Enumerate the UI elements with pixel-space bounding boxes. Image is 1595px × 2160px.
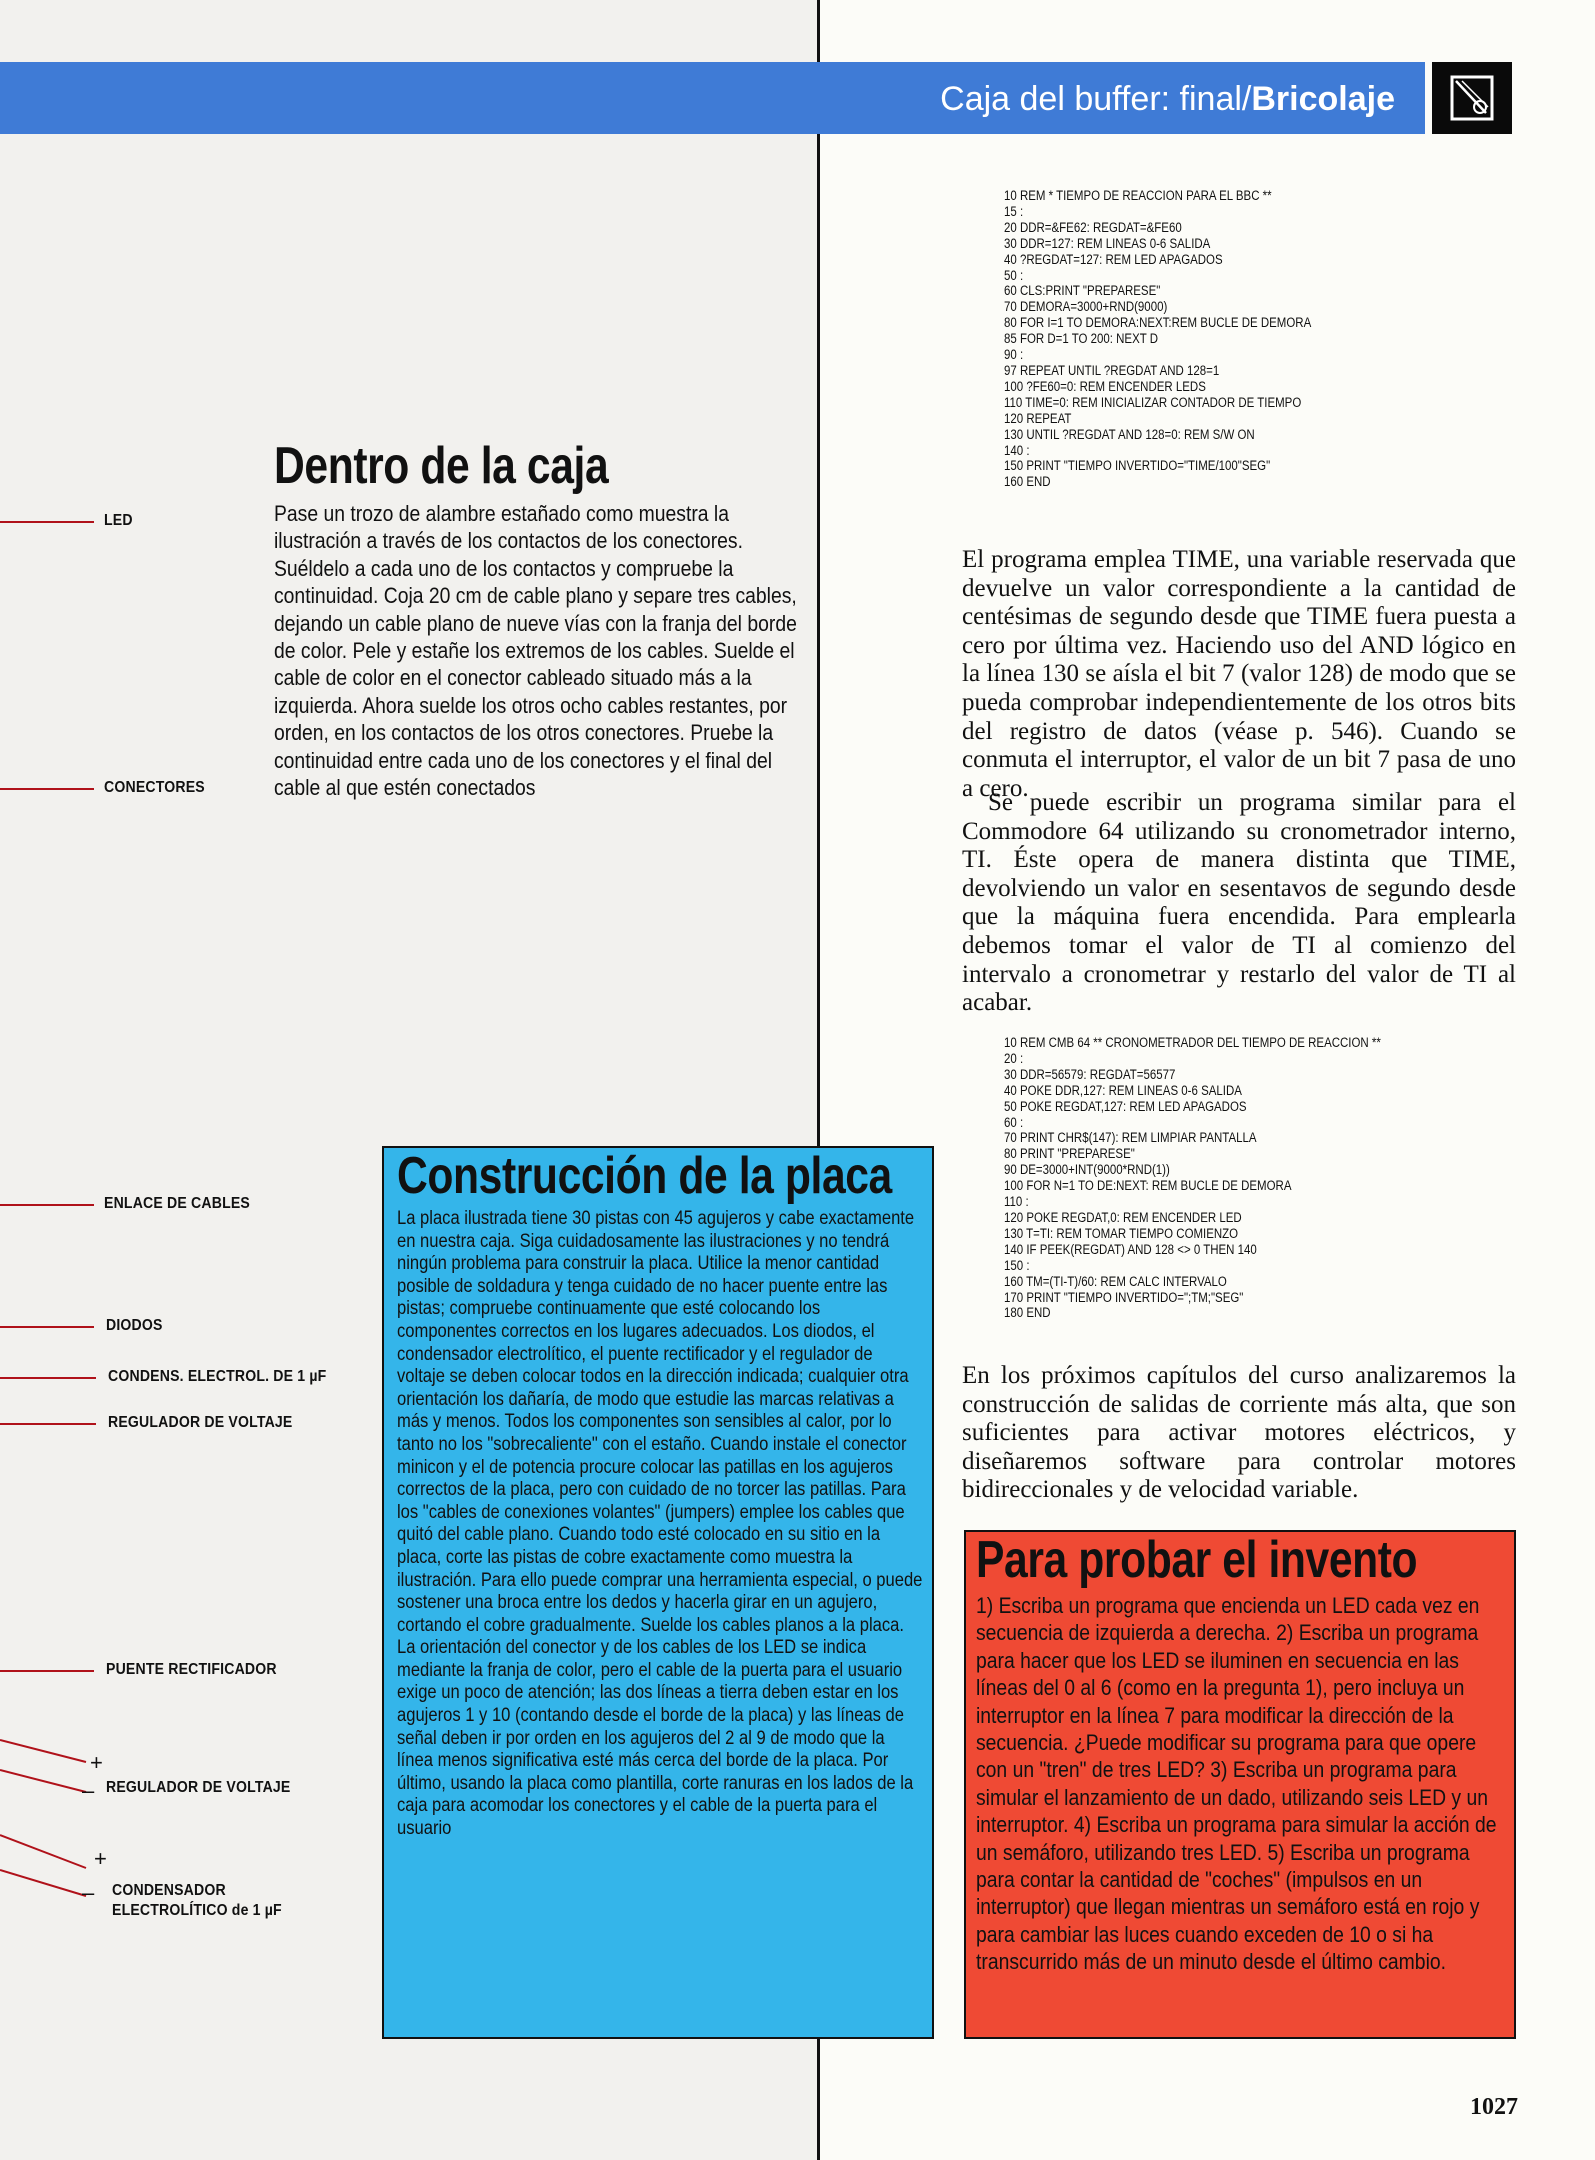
code-line: 10 REM * TIEMPO DE REACCION PARA EL BBC ** <box>1004 188 1272 203</box>
section-icon-box <box>1432 62 1512 134</box>
label-conectores: CONECTORES <box>104 779 205 796</box>
code-line: 180 END <box>1004 1305 1051 1321</box>
label-condensador-1: CONDENSADOR <box>112 1882 226 1899</box>
leader-conectores <box>0 788 94 790</box>
code-line: 160 TM=(TI-T)/60: REM CALC INTERVALO <box>1004 1273 1227 1289</box>
lead-condensador-plus <box>0 1835 86 1868</box>
code-line: 100 FOR N=1 TO DE:NEXT: REM BUCLE DE DEMORA <box>1004 1178 1292 1194</box>
dentro-body: Pase un trozo de alambre estañado como muestra la ilustración a través de los contactos de los conectores. Suéldelo a cada uno de los contactos y compruebe la continuidad. Coja 20 cm de cable plano y separe tres cables, dejando un cable plano de nueve vías con la franja del borde de color. Pele y estañe los extremos de los cables. Suelde el cable de color en el conector cableado situado más a la izquierda. Ahora suelde los otros ocho cables restantes, por orden, en los contactos de los otros conectores. Pruebe la continuidad entre cada uno de los conectores y el final del cable al que estén conectados <box>274 501 797 801</box>
regulator-leads <box>0 1730 100 1970</box>
leader-enlace <box>0 1204 94 1206</box>
label-condens: CONDENS. ELECTROL. DE 1 µF <box>108 1368 327 1385</box>
placa-body: La placa ilustrada tiene 30 pistas con 45 agujeros y cabe exactamente en nuestra caja. Siga cuidadosamente las ilustraciones y no tendrá ningún problema para construir la placa. Utilice la menor cantidad posible de soldadura y tenga cuidado de no hacer puente entre las pistas; compruebe continuamente que esté colocando los componentes correctos en los lugares adecuados. Los diodos, el condensador electrolítico, el puente rectificador y el regulador de voltaje se deben colocar todos en la dirección indicada; cualquier otra orientación los dañaría, de modo que estudie las marcas relativas a más y menos. Todos los componentes son sensibles al calor, por lo tanto no los "sobrecaliente" con el estaño. Cuando instale el conector minicon y el de potencia procure colocar las patillas en los agujeros correctos de la placa, pero con cuidado de no torcer las patillas. Para los "cables de conexiones volantes" (jumpers) emplee los cables que quitó del cable plano. Cuando todo esté colocado en su sitio en la placa, corte las pistas de cobre exactamente como muestra la ilustración. Para ello puede comprar una herramienta especial, o puede sostener una broca entre los dedos y hacerla girar en un agujero, cortando el cobre gradualmente. Suelde los cables planos a la placa. La orientación del conector y de los cables de los LED se indica mediante la franja de color, pero el cable de la puerta para el usuario exige un poco de atención; las dos líneas a tierra deben estar en los agujeros 1 y 10 (contando desde el borde de la placa) y las líneas de señal deben ir por orden en los agujeros del 2 al 9 de modo que la línea menos significativa esté más cerca del borde de la placa. Por último, usando la placa como plantilla, corte ranuras en los lados de la caja para acomodar los conectores y el cable de la puerta para el usuario <box>397 1208 923 1840</box>
dentro-section <box>274 438 829 801</box>
code-line: 130 UNTIL ?REGDAT AND 128=0: REM S/W ON <box>1004 426 1255 442</box>
code-line: 100 ?FE60=0: REM ENCENDER LEDS <box>1004 378 1206 394</box>
code-line: 80 FOR I=1 TO DEMORA:NEXT:REM BUCLE DE DEMORA <box>1004 315 1312 331</box>
label-led: LED <box>104 512 133 529</box>
paragraph-proximos-text: En los próximos capítulos del curso analizaremos la construcción de salidas de corriente más alta, que son suficientes para activar motores eléctricos, y diseñaremos software para controlar motores bidireccionales y de velocidad variable. <box>962 1362 1516 1504</box>
probar-heading: Para probar el invento <box>976 1531 1418 1589</box>
code-line: 85 FOR D=1 TO 200: NEXT D <box>1004 331 1159 347</box>
code-line: 20 DDR=&FE62: REGDAT=&FE60 <box>1004 219 1182 235</box>
code-line: 150 PRINT "TIEMPO INVERTIDO="TIME/100"SEG" <box>1004 458 1271 474</box>
label-regulador2: REGULADOR DE VOLTAJE <box>106 1779 291 1796</box>
leader-puente <box>0 1670 94 1672</box>
code-line: 160 END <box>1004 474 1051 490</box>
code-listing-c64 <box>1004 1035 1381 1321</box>
code-line: 70 PRINT CHR$(147): REM LIMPIAR PANTALLA <box>1004 1130 1257 1146</box>
code-line: 140 : <box>1004 442 1030 458</box>
code-line: 50 POKE REGDAT,127: REM LED APAGADOS <box>1004 1098 1247 1114</box>
paragraph-time-text: El programa emplea TIME, una variable reservada que devuelve un valor correspondiente a la cantidad de centésimas de segundo desde que TIME fuera puesta a cero por última vez. Haciendo uso del AND lógico en la línea 130 se aísla el bit 7 (valor 128) de modo que se pueda comprobar independientemente de los otros bits del registro de datos (véase p. 546). Cuando se conmuta el interruptor, el valor de un bit 7 pasa de uno a cero. <box>962 546 1516 802</box>
paragraph-proximos <box>962 1362 1516 1505</box>
code-line: 110 : <box>1004 1194 1029 1210</box>
minus-sign-2: – <box>82 1880 95 1905</box>
leader-regulador1 <box>0 1423 96 1425</box>
code-line: 140 IF PEEK(REGDAT) AND 128 <> 0 THEN 140 <box>1004 1241 1257 1257</box>
code-line: 97 REPEAT UNTIL ?REGDAT AND 128=1 <box>1004 362 1220 378</box>
code-line: 10 REM CMB 64 ** CRONOMETRADOR DEL TIEMPO DE REACCION ** <box>1004 1035 1381 1050</box>
code-line: 90 DE=3000+INT(9000*RND(1)) <box>1004 1162 1170 1178</box>
code-line: 40 POKE DDR,127: REM LINEAS 0-6 SALIDA <box>1004 1082 1242 1098</box>
code-line: 120 POKE REGDAT,0: REM ENCENDER LED <box>1004 1209 1242 1225</box>
code-line: 130 T=TI: REM TOMAR TIEMPO COMIENZO <box>1004 1225 1239 1241</box>
code-line: 120 REPEAT <box>1004 410 1072 426</box>
lead-regulator-plus <box>0 1740 86 1762</box>
leader-condens <box>0 1377 96 1379</box>
plus-sign-2: + <box>94 1846 107 1871</box>
header-title-bold: Bricolaje <box>1251 80 1395 118</box>
label-enlace: ENLACE DE CABLES <box>104 1195 250 1212</box>
code-line: 110 TIME=0: REM INICIALIZAR CONTADOR DE TIEMPO <box>1004 394 1302 410</box>
lead-regulator-minus <box>0 1770 86 1792</box>
code-line: 90 : <box>1004 347 1024 363</box>
section-icon <box>1450 75 1494 121</box>
code-line: 15 : <box>1004 203 1024 219</box>
paragraph-commodore <box>962 789 1516 1018</box>
label-condensador-2: ELECTROLÍTICO de 1 µF <box>112 1902 282 1919</box>
code-listing-bbc <box>1004 188 1311 490</box>
code-line: 20 : <box>1004 1050 1024 1066</box>
code-line: 80 PRINT "PREPARESE" <box>1004 1146 1135 1162</box>
minus-sign-1: – <box>82 1778 95 1803</box>
label-puente: PUENTE RECTIFICADOR <box>106 1661 277 1678</box>
code-line: 30 DDR=127: REM LINEAS 0-6 SALIDA <box>1004 235 1211 251</box>
plus-sign-1: + <box>90 1750 103 1775</box>
probar-body: 1) Escriba un programa que encienda un LED cada vez en secuencia de izquierda a derecha. 2) Escriba un programa para hacer que los LED se iluminen en secuencia en las líneas del 0 al 6 (como en la pregunta 1), pero incluya un interruptor en la línea 7 para modificar la dirección de la secuencia. ¿Puede modificar su programa para que opere con un "tren" de tres LED? 3) Escriba un programa para simular el lanzamiento de un dado, utilizando seis LED y un interruptor. 4) Escriba un programa para simular la acción de un semáforo, utilizando tres LED. 5) Escriba un programa para contar la cantidad de "coches" (impulsos en un interruptor) que llegan mientras un semáforo está en rojo y para cambiar las luces cuando exceden de 10 o si ha transcurrido más de un minuto desde el último cambio. <box>976 1593 1497 1975</box>
paragraph-commodore-text: Se puede escribir un programa similar para el Commodore 64 utilizando su cronometrador interno, TI. Éste opera de manera distinta que TIME, devolviendo un valor en sesentavos de segundo desde que la máquina fuera encendida. Para emplearla debemos tomar el valor de TI al comienzo del intervalo a cronometrar y restarlo del valor de TI al acabar. <box>962 789 1516 1017</box>
code-line: 30 DDR=56579: REGDAT=56577 <box>1004 1066 1176 1082</box>
label-regulador1: REGULADOR DE VOLTAJE <box>108 1414 293 1431</box>
code-line: 170 PRINT "TIEMPO INVERTIDO=";TM;"SEG" <box>1004 1289 1244 1305</box>
probar-box <box>964 1530 1516 2039</box>
leader-led <box>0 521 94 523</box>
lead-condensador-minus <box>0 1870 86 1896</box>
dentro-heading: Dentro de la caja <box>274 437 609 495</box>
header-title-text: Caja del buffer: final/ <box>940 80 1252 118</box>
code-line: 40 ?REGDAT=127: REM LED APAGADOS <box>1004 251 1223 267</box>
label-diodos: DIODOS <box>106 1317 163 1334</box>
placa-box <box>382 1146 934 2039</box>
paragraph-time <box>962 546 1516 803</box>
code-line: 70 DEMORA=3000+RND(9000) <box>1004 299 1168 315</box>
placa-heading: Construcción de la placa <box>397 1147 892 1205</box>
code-line: 60 : <box>1004 1114 1024 1130</box>
code-line: 150 : <box>1004 1257 1030 1273</box>
code-line: 60 CLS:PRINT "PREPARESE" <box>1004 283 1161 299</box>
header-title <box>940 80 1395 119</box>
leader-diodos <box>0 1326 94 1328</box>
page-number: 1027 <box>1470 2094 1518 2120</box>
code-line: 50 : <box>1004 267 1024 283</box>
